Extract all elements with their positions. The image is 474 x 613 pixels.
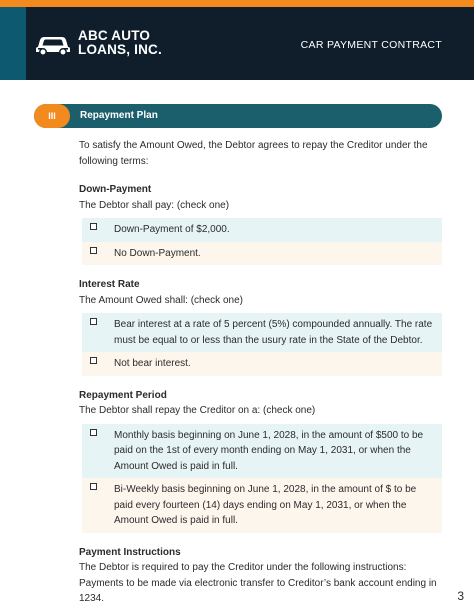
company-name xyxy=(78,29,162,57)
down-payment-heading: Down-Payment xyxy=(79,184,152,195)
section-number-badge: III xyxy=(34,104,70,128)
company-logo xyxy=(34,29,162,57)
repayment-option-biweekly xyxy=(82,478,442,533)
checkbox[interactable] xyxy=(90,318,97,325)
section-content xyxy=(79,138,442,613)
page-number: 3 xyxy=(457,589,464,603)
down-payment-instruction: The Debtor shall pay: (check one) xyxy=(79,199,230,211)
interest-rate-instruction: The Amount Owed shall: (check one) xyxy=(79,294,243,306)
section-header-bar xyxy=(34,104,442,128)
option-text: Bear interest at a rate of 5 percent (5%) compounded annually. The rate must be equal to or less than the usury rate in the State of the Debtor. xyxy=(114,319,433,346)
header-accent-block xyxy=(0,7,26,80)
company-name-line1: ABC AUTO xyxy=(78,28,151,43)
document-title: CAR PAYMENT CONTRACT xyxy=(300,39,442,51)
car-icon xyxy=(34,30,72,56)
checkbox[interactable] xyxy=(90,223,97,230)
down-payment-group xyxy=(79,182,442,265)
repayment-option-monthly xyxy=(82,424,442,479)
payment-instructions-text: The Debtor is required to pay the Creditor under the following instructions: Payments to be made via electronic transfer to Creditor’s bank account ending in 1234. xyxy=(79,562,437,604)
down-payment-option-2000 xyxy=(82,218,442,242)
top-accent-bar xyxy=(0,0,474,7)
interest-rate-group xyxy=(79,277,442,376)
section-title: Repayment Plan xyxy=(80,110,158,121)
option-text: No Down-Payment. xyxy=(114,247,201,259)
page-header xyxy=(0,7,474,80)
checkbox[interactable] xyxy=(90,429,97,436)
checkbox[interactable] xyxy=(90,483,97,490)
interest-rate-heading: Interest Rate xyxy=(79,279,140,290)
interest-option-none xyxy=(82,352,442,376)
company-name-line2: LOANS, INC. xyxy=(78,42,162,57)
intro-paragraph: To satisfy the Amount Owed, the Debtor agrees to repay the Creditor under the following terms: xyxy=(79,140,428,167)
interest-option-bear xyxy=(82,313,442,352)
repayment-period-heading: Repayment Period xyxy=(79,389,167,401)
option-text: Not bear interest. xyxy=(114,358,191,369)
payment-instructions-group xyxy=(79,545,442,607)
repayment-period-instruction: The Debtor shall repay the Creditor on a: (check one) xyxy=(79,405,316,416)
checkbox[interactable] xyxy=(90,357,97,364)
down-payment-option-none xyxy=(82,242,442,266)
option-text: Bi-Weekly basis beginning on June 1, 2028, in the amount of $ to be paid every fourteen (14) days ending on May 1, 2031, or when the Amount Owed is paid in full. xyxy=(114,484,417,526)
payment-instructions-heading: Payment Instructions xyxy=(79,546,181,558)
option-text: Down-Payment of $2,000. xyxy=(114,224,230,235)
repayment-period-group xyxy=(79,388,442,533)
checkbox[interactable] xyxy=(90,247,97,254)
option-text: Monthly basis beginning on June 1, 2028, in the amount of $500 to be paid on the 1st of every month ending on May 1, 2031, or when the Amount Owed is paid in full. xyxy=(114,429,424,472)
